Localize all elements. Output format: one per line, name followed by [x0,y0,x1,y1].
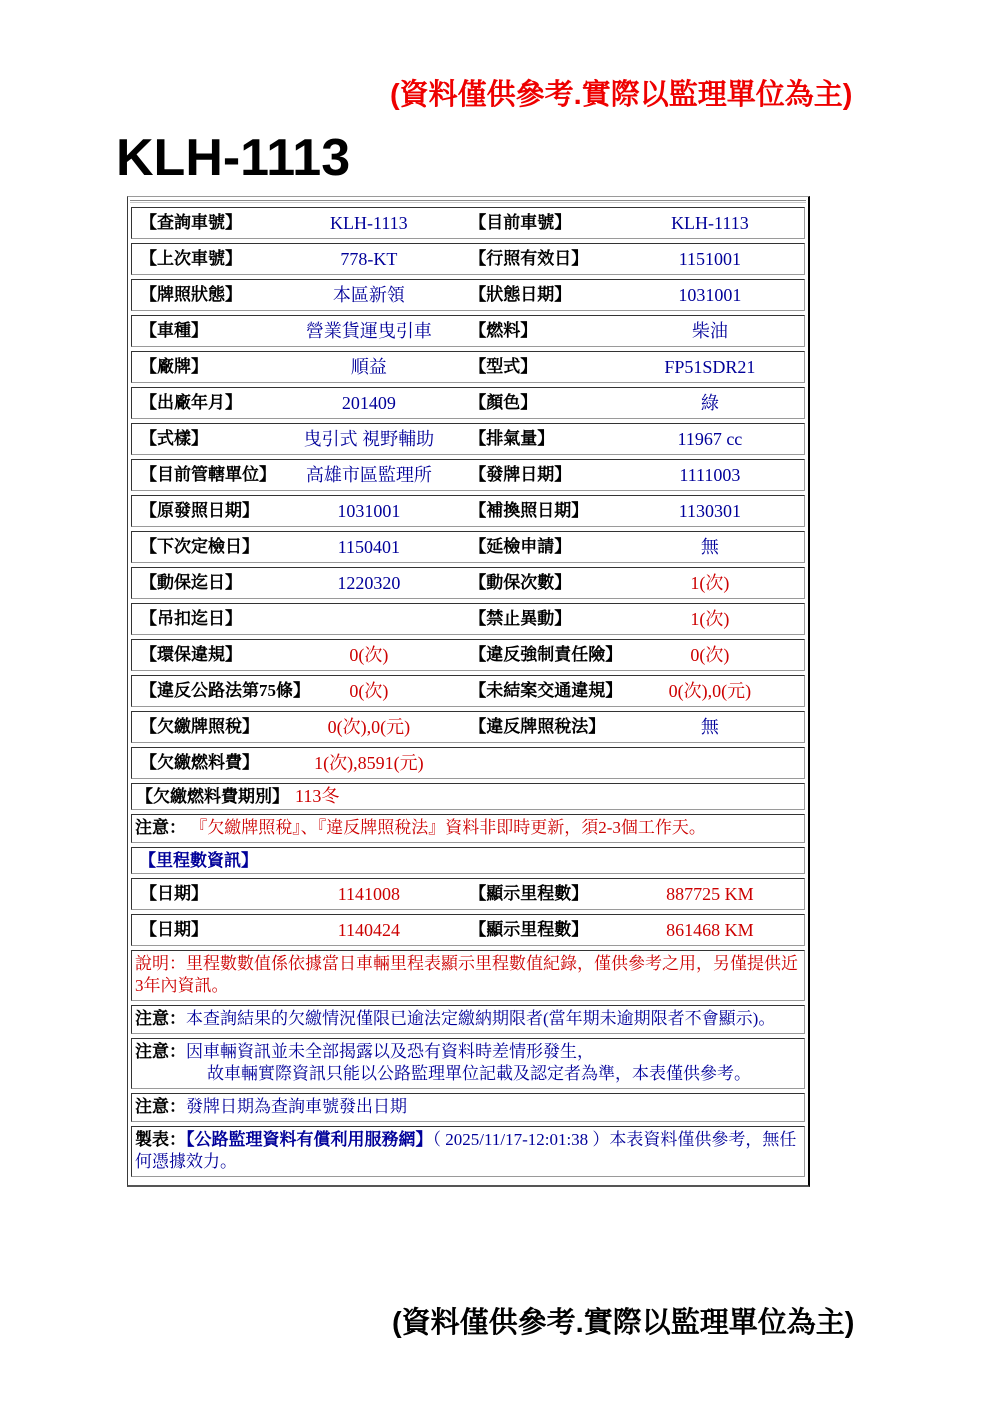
field-label: 【原發照日期】 [140,501,259,520]
note-segment: 注意： [135,818,186,837]
table-row [131,387,805,419]
table-row [131,747,805,779]
note-segment: 注意： [135,1042,186,1061]
table-row [131,1126,805,1177]
field-label: 【排氣量】 [469,429,555,448]
field-label: 【廠牌】 [140,357,208,376]
field-value: 113冬 [295,786,340,806]
table-row [131,495,805,527]
field-value: 201409 [341,393,396,413]
note-segment: 本查詢結果的欠繳情況僅限已逾法定繳納期限者(當年期未逾期限者不會顯示)。 [186,1009,776,1028]
table-row [131,1038,805,1089]
table-row [131,207,805,239]
field-label: 【發牌日期】 [469,465,572,484]
field-label: 【目前車號】 [469,213,572,232]
note-segment: 注意： [135,1009,186,1028]
field-label: 【目前管轄單位】 [140,465,276,484]
field-value: 無 [700,717,719,737]
field-label: 【出廠年月】 [140,393,242,412]
note-segment: 發牌日期為查詢車號發出日期 [186,1097,407,1116]
field-label: 【欠繳牌照稅】 [140,717,259,736]
reference-disclaimer-top: (資料僅供參考.實際以監理單位為主) [390,79,853,111]
field-value: 1111003 [679,465,741,485]
table-row [131,243,805,275]
field-value: 0(次),0(元) [668,681,752,701]
field-label: 【顯示里程數】 [469,920,589,939]
field-label: 【上次車號】 [140,249,242,268]
field-value: 1141008 [337,884,401,904]
note-segment: （ 2025/11/17-12:01:38 ）本表資料僅供參考，無任何憑據效力。 [135,1130,797,1171]
note-line [135,953,801,997]
field-value: 曳引式 視野輔助 [303,429,435,449]
field-label: 【欠繳燃料費】 [140,753,259,772]
table-row [131,567,805,599]
field-label: 【違反牌照稅法】 [469,717,606,736]
field-label: 【違反公路法第75條】 [140,681,310,700]
field-label: 【禁止異動】 [469,609,572,628]
table-row [131,675,805,707]
table-row [131,814,805,843]
field-value: 778-KT [340,249,398,269]
field-value: 營業貨運曳引車 [305,321,432,341]
field-value: 1(次) [690,609,730,629]
table-row [131,847,805,874]
field-value: FP51SDR21 [664,357,756,377]
field-label: 【延檢申請】 [469,537,572,556]
field-value: KLH-1113 [671,213,749,233]
field-value: 本區新領 [332,285,405,305]
table-row [131,639,805,671]
field-label: 【未結案交通違規】 [469,681,623,700]
table-row [131,711,805,743]
field-label: 【違反強制責任險】 [469,645,623,664]
note-segment: 『欠繳牌照稅』、『違反牌照稅法』資料非即時更新，須2-3個工作天。 [186,818,706,837]
table-row [131,531,805,563]
field-value: 柴油 [691,321,728,341]
field-value: 861468 KM [666,920,754,940]
field-value: 1140424 [337,920,401,940]
table-row [131,1093,805,1122]
field-label: 【式樣】 [140,429,208,448]
table-top-divider [130,200,806,203]
field-value: 1(次) [690,573,730,593]
note-segment: 【公路監理資料有償利用服務網】 [186,1130,433,1149]
field-label: 【環保違規】 [140,645,242,664]
field-label: 【行照有效日】 [469,249,589,268]
note-segment: 里程數數值係依據當日車輛里程表顯示里程數值紀錄，僅供參考之用，另僅提供近3年內資訊。 [135,954,798,995]
field-value: 887725 KM [666,884,754,904]
note-segment: 製表： [135,1130,186,1149]
field-value: 0(次) [349,645,389,665]
note-segment: 注意： [135,1097,186,1116]
field-label: 【下次定檢日】 [140,537,259,556]
field-label: 【型式】 [469,357,538,376]
field-label: 【顯示里程數】 [469,884,589,903]
field-label: 【日期】 [140,884,208,903]
table-row [131,1005,805,1034]
field-label: 【狀態日期】 [469,285,572,304]
table-body [130,207,806,1177]
table-row [131,783,805,810]
field-label: 【查詢車號】 [140,213,242,232]
field-value: 1031001 [337,501,401,521]
field-value: 綠 [700,393,719,413]
table-row [131,351,805,383]
field-label: 【補換照日期】 [469,501,589,520]
note-line [135,1041,801,1063]
field-value: 1130301 [678,501,742,521]
field-value: 1151001 [678,249,742,269]
table-row [131,603,805,635]
note-line-continued [135,1063,801,1085]
note-line [135,1008,801,1030]
note-segment: 說明： [135,954,186,973]
field-value: 無 [700,537,719,557]
field-value: 11967 cc [677,429,743,449]
field-value: 1(次),8591(元) [314,753,424,773]
field-value: 1150401 [337,537,401,557]
note-segment: 因車輛資訊並未全部揭露以及恐有資料時差情形發生， [186,1042,594,1061]
table-row [131,914,805,946]
table-row [131,315,805,347]
field-label: 【欠繳燃料費期別】 [136,787,289,806]
vehicle-info-table [127,196,810,1187]
table-row [131,878,805,910]
field-value: 1220320 [337,573,401,593]
field-label: 【顏色】 [469,393,538,412]
field-value: 順益 [350,357,387,377]
field-value: KLH-1113 [330,213,408,233]
note-segment: 故車輛實際資訊只能以公路監理單位記載及認定者為準，本表僅供參考。 [207,1064,751,1083]
field-label: 【動保次數】 [469,573,572,592]
table-row [131,423,805,455]
note-line [135,1129,801,1173]
note-line [135,817,801,839]
table-row [131,459,805,491]
page-title: KLH-1113 [116,129,351,187]
field-label: 【動保迄日】 [140,573,242,592]
section-header: 【里程數資訊】 [139,851,258,870]
table-row [131,950,805,1001]
field-label: 【吊扣迄日】 [140,609,242,628]
table-row [131,279,805,311]
field-value: 高雄市區監理所 [305,465,432,485]
field-label: 【車種】 [140,321,208,340]
note-line [135,1096,801,1118]
field-value: 0(次) [349,681,389,701]
field-label: 【燃料】 [469,321,538,340]
field-label: 【牌照狀態】 [140,285,242,304]
field-value: 0(次) [690,645,730,665]
field-label: 【日期】 [140,920,208,939]
field-value: 0(次),0(元) [327,717,411,737]
field-value: 1031001 [678,285,742,305]
reference-disclaimer-bottom: (資料僅供參考.實際以監理單位為主) [392,1307,855,1339]
